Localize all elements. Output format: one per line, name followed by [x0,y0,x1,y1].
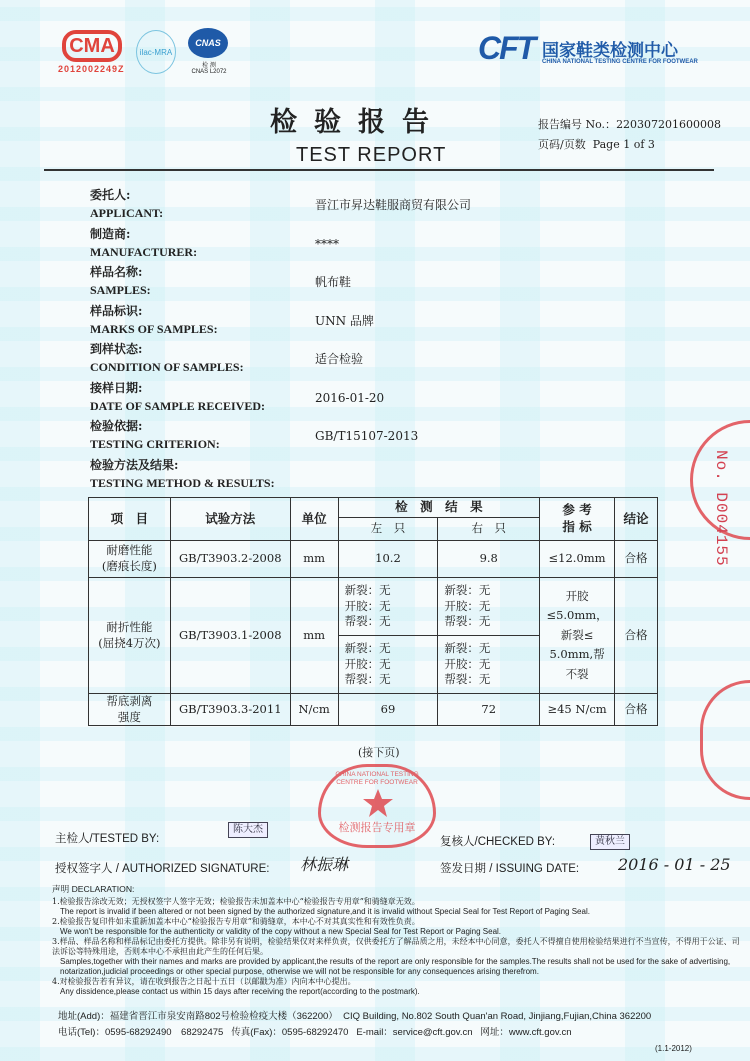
method: GB/T3903.3-2011 [170,694,290,726]
field-label-cn: 样品名称: [90,265,143,279]
right-value: 9.8 [438,541,540,578]
field-label-cn: 制造商: [90,226,131,241]
tested-by-label: 主检人/TESTED BY: [55,833,160,845]
left-value: 10.2 [338,541,438,578]
checked-by-label: 复核人/CHECKED BY: [440,836,556,848]
paging-seal-bottom [700,680,750,800]
item: 耐磨性能 (磨痕长度) [89,541,171,578]
fax: 传真(Fax)：0595-68292470 [231,1027,349,1038]
left-value: 69 [338,694,438,726]
field-label-cn: 接样日期: [90,380,143,395]
seal-text: CHINA NATIONAL TESTING CENTRE FOR FOOTWEAR [335,771,419,786]
table-row [89,541,658,578]
declaration-en: The report is invalid if been altered or not been signed by the authorized signature,and it is invalid without Special Seal for Test Report of Paging Seal. [60,907,590,916]
item: 耐折性能 (屈挠4万次) [89,578,171,694]
method: GB/T3903.1-2008 [170,578,290,694]
field-value: 帆布鞋 [315,275,352,289]
title-cn: 检验报告 [270,107,446,138]
th-right: 右 只 [438,518,540,541]
method: GB/T3903.2-2008 [170,541,290,578]
field-label-en: TESTING CRITERION: [90,437,220,451]
star-icon [363,789,393,817]
email[interactable]: E-mail：service@cft.gov.cn [356,1027,473,1038]
ilac-mra-logo: ilac-MRA [136,30,176,74]
declaration-title: 声明 DECLARATION: [52,884,135,894]
reference: 开胶 ≤5.0mm， 新裂≤ 5.0mm,帮 不裂 [540,578,615,694]
seal-center-text: 检测报告专用章 [338,821,416,834]
cft-name-cn: 国家鞋类检测中心 [542,41,678,61]
field-label-en: APPLICANT: [90,206,164,220]
reference: ≤12.0mm [540,541,615,578]
field-value: GB/T15107-2013 [315,429,419,443]
checked-by-stamp: 黄秋兰 [590,834,630,850]
right-value-a: 新裂：无 开胶：无 帮裂：无 [438,578,540,636]
cft-logo: CFT [478,30,535,66]
cnas-code-text: CNAS L2072 [191,69,227,75]
th-unit: 单位 [290,498,338,541]
right-value: 72 [438,694,540,726]
field-value: 适合检验 [315,352,364,366]
tested-by-stamp: 陈大杰 [228,822,268,838]
field-label-en: SAMPLES: [90,283,151,297]
cma-number: 2012002249Z [58,64,125,74]
item: 帮底剥离 强度 [89,694,171,726]
th-left: 左 只 [338,518,438,541]
page-label: 页码/页数 [538,138,586,151]
field-label-en: TESTING METHOD & RESULTS: [90,475,275,490]
form-version: (1.1-2012) [655,1044,692,1053]
th-item: 项 目 [89,498,171,541]
declaration-en: We won't be responsible for the authenticity or validity of the copy without a new Special Seal for Test Report or Paging Seal. [60,927,502,936]
declaration-en: Samples,together with their names and marks are provided by applicant,the results of the report are only responsible for the samples.The results shall not be used for the sake of advertising, notarization,judicial proceedings or other special purpose, otherwise we will not be responsible for any consequences arising therefrom. [60,957,731,976]
cnas-sub: 检 测 [202,63,216,69]
conclusion: 合格 [615,578,658,694]
address-cn: 地址(Add)：福建省晋江市泉安南路802号检验检疫大楼（362200） [58,1011,338,1022]
unit: mm [290,541,338,578]
table-row [89,578,658,636]
website[interactable]: 网址：www.cft.gov.cn [480,1027,572,1038]
report-no-label: 报告编号 No.： [538,118,617,131]
field-value: UNN 品牌 [315,313,374,328]
left-value-a: 新裂：无 开胶：无 帮裂：无 [338,578,438,636]
th-conclusion: 结论 [615,498,658,541]
cnas-code [186,60,232,75]
th-results: 检 测 结 果 [338,498,539,518]
continued-note: (接下页) [358,746,400,759]
address-en: CIQ Building, No.802 South Quan'an Road, Jinjiang,Fujian,China 362200 [343,1011,652,1022]
field-label-cn: 到样状态: [90,342,143,356]
header-divider [44,169,714,171]
authorized-signature-label: 授权签字人 / AUTHORIZED SIGNATURE: [55,863,270,875]
right-value-b: 新裂：无 开胶：无 帮裂：无 [438,636,540,694]
th-method: 试验方法 [170,498,290,541]
left-value-b: 新裂：无 开胶：无 帮裂：无 [338,636,438,694]
th-reference: 参 考 指 标 [540,498,615,541]
field-label-en: DATE OF SAMPLE RECEIVED: [90,398,266,413]
field-label-en: MARKS OF SAMPLES: [90,321,218,336]
unit: mm [290,578,338,694]
report-number [538,116,721,132]
cma-logo: CMA [62,30,122,62]
official-seal [318,764,436,848]
page-number [538,136,655,152]
declaration-cn: 4.对检验报告若有异议，请在收到报告之日起十五日（以邮戳为准）内向本中心提出。 [52,977,356,986]
declaration [52,897,742,997]
report-no-value: 220307201600008 [616,118,722,131]
issuing-date: 2016 - 01 - 25 [618,855,731,874]
field-label-cn: 检验方法及结果: [90,457,179,472]
reference: ≥45 N/cm [540,694,615,726]
serial-number: No. D004155 [712,450,730,567]
title-en: TEST REPORT [296,144,447,166]
conclusion: 合格 [615,694,658,726]
field-label-en: MANUFACTURER: [90,244,198,259]
field-label-cn: 委托人: [90,188,131,202]
table-row [89,694,658,726]
field-value: 2016-01-20 [315,390,385,405]
declaration-cn: 3.样品、样品名称和样品标记由委托方提供。除非另有说明，检验结果仅对来样负责，仅供委托方了解品质之用，未经本中心同意，委托人不得擅自使用检验结果进行不当宣传，不得用于公证、司法诉讼等特殊用途，否则本中心不承担由此产生的任何后果。 [52,937,740,956]
issuing-date-label: 签发日期 / ISSUING DATE: [440,863,580,875]
conclusion: 合格 [615,541,658,578]
results-table [88,497,658,726]
field-label-cn: 样品标识: [90,303,143,318]
field-value: **** [315,236,339,251]
declaration-en: Any dissidence,please contact us within 15 days after receiving the report(according to the postmark). [60,987,420,996]
authorized-signature: 林振琳 [300,855,349,874]
address-line [58,1011,651,1023]
field-label-cn: 检验依据: [90,419,143,433]
cnas-logo: CNAS [188,28,228,58]
unit: N/cm [290,694,338,726]
declaration-cn: 2.检验报告复印件如未重新加盖本中心“检验报告专用章”和骑缝章，本中心不对其真实性和有效性负责。 [52,917,420,926]
field-label-en: CONDITION OF SAMPLES: [90,360,244,374]
page-value: Page 1 of 3 [592,138,655,151]
declaration-cn: 1.检验报告涂改无效；无授权签字人签字无效；检验报告未加盖本中心“检验报告专用章”和骑缝章无效。 [52,897,420,906]
tel: 电话(Tel)：0595-68292490 68292475 [58,1027,224,1038]
contact-line [58,1027,572,1039]
field-value: 晋江市昇达鞋服商贸有限公司 [315,198,472,212]
cft-name-en: CHINA NATIONAL TESTING CENTRE FOR FOOTWEAR [542,59,698,65]
